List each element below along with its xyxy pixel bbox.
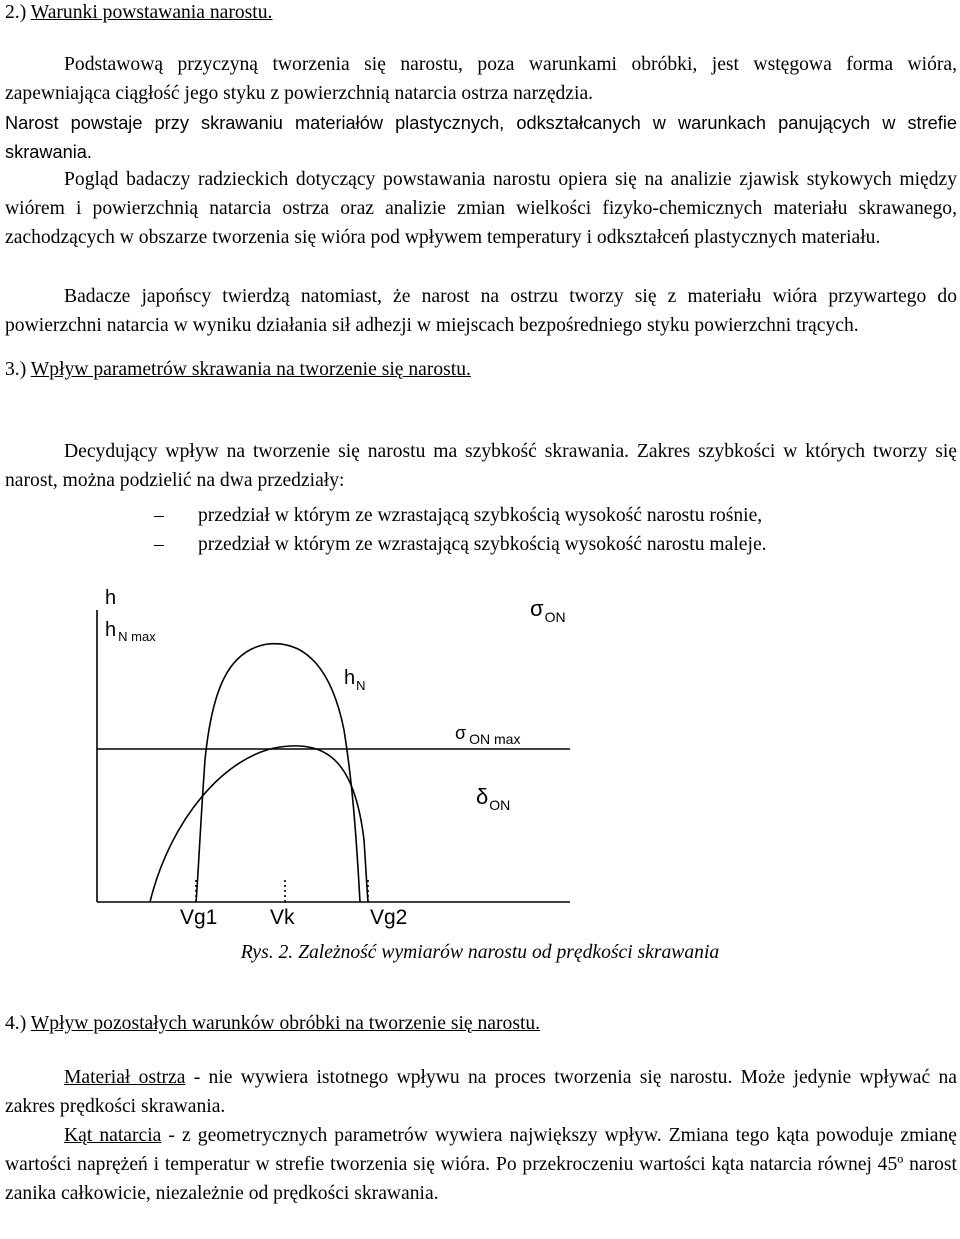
section-3-title: Wpływ parametrów skrawania na tworzenie się narostu. xyxy=(30,359,471,380)
dash-bullet: – xyxy=(154,505,164,526)
section-4-paragraph-2 xyxy=(5,1122,957,1208)
label-h: h xyxy=(105,587,117,609)
list-item-text: przedział w którym ze wzrastającą szybkością wysokość narostu rośnie, xyxy=(198,505,763,526)
sigma-on-curve xyxy=(150,746,368,902)
section-4-paragraph-2-text: - z geometrycznych parametrów wywiera największy wpływ. Zmiana tego kąta powoduje zmianę wartości naprężeń i temperatur w strefie tworzenia się wióra. Po przekroczeniu wartości kąta natarcia równej 45º narost zanika całkowicie, niezależnie od prędkości skrawania. xyxy=(5,1125,958,1204)
section-2-number: 2.) xyxy=(5,2,27,23)
label-hn-max: h $_{N max}$ xyxy=(105,619,156,644)
section-2-paragraph-1: Podstawową przyczyną tworzenia się narostu, poza warunkami obróbki, jest wstęgowa forma wióra, zapewniająca ciągłość jego styku z powierzchnią natarcia ostrza narzędzia. xyxy=(5,54,957,104)
section-4-number: 4.) xyxy=(5,1013,27,1034)
section-4-title: Wpływ pozostałych warunków obróbki na tworzenie się narostu. xyxy=(30,1013,541,1034)
section-2-title: Warunki powstawania narostu. xyxy=(30,2,273,23)
built-up-edge-diagram xyxy=(0,580,960,940)
term-material-ostrza: Materiał ostrza xyxy=(64,1067,186,1088)
section-2-paragraph-4: Badacze japońscy twierdzą natomiast, że narost na ostrzu tworzy się z materiału wióra przywartego do powierzchni natarcia w wyniku działania sił adhezji w miejscach bezpośredniego styku powierzchni trących. xyxy=(5,286,957,336)
section-4-paragraph-1-text: - nie wywiera istotnego wpływu na proces tworzenia się narostu. Może jedynie wpływać na zakres prędkości skrawania. xyxy=(5,1067,957,1117)
section-4-heading xyxy=(5,1010,955,1039)
section-3-paragraph-1: Decydujący wpływ na tworzenie się narostu ma szybkość skrawania. Zakres szybkości w których tworzy się narost, można podzielić na dwa przedziały: xyxy=(5,441,957,491)
term-kat-natarcia: Kąt natarcia xyxy=(64,1125,162,1146)
label-sigma-on-max: σ $_{ON max}$ xyxy=(455,723,521,747)
section-3-number: 3.) xyxy=(5,359,27,380)
section-2-paragraph-3: Pogląd badaczy radzieckich dotyczący powstawania narostu opiera się na analizie zjawisk stykowych między wiórem i powierzchnią natarcia ostrza oraz analizie zmian wielkości fizyko-chemicznych materiału skrawanego, zachodzących w obszarze tworzenia się wióra pod wpływem temperatury i odkształceń plastycznych materiału. xyxy=(5,169,957,248)
section-4-paragraph-1 xyxy=(5,1064,957,1122)
speed-ranges-list xyxy=(154,502,954,560)
list-item xyxy=(154,502,954,531)
figure-caption: Rys. 2. Zależność wymiarów narostu od prędkości skrawania xyxy=(240,942,720,963)
list-item-text: przedział w którym ze wzrastającą szybkością wysokość narostu maleje. xyxy=(198,533,767,555)
label-delta-on: $\delta_{ON}$ xyxy=(476,784,511,813)
section-2-paragraph-2: Narost powstaje przy skrawaniu materiałów plastycznych, odkształcanych w warunkach panujących w strefie skrawania. xyxy=(5,113,957,162)
section-2-heading xyxy=(5,0,955,28)
label-hn: $h_N$ xyxy=(344,667,366,693)
dash-bullet: – xyxy=(154,533,164,555)
label-vg1: Vg1 xyxy=(180,906,218,929)
section-3-heading xyxy=(5,356,955,385)
list-item xyxy=(154,531,954,560)
label-vk: Vk xyxy=(270,906,295,929)
hn-curve xyxy=(196,644,360,902)
label-vg2: Vg2 xyxy=(370,906,408,929)
label-sigma-on: $\sigma_{ON}$ xyxy=(530,596,566,625)
